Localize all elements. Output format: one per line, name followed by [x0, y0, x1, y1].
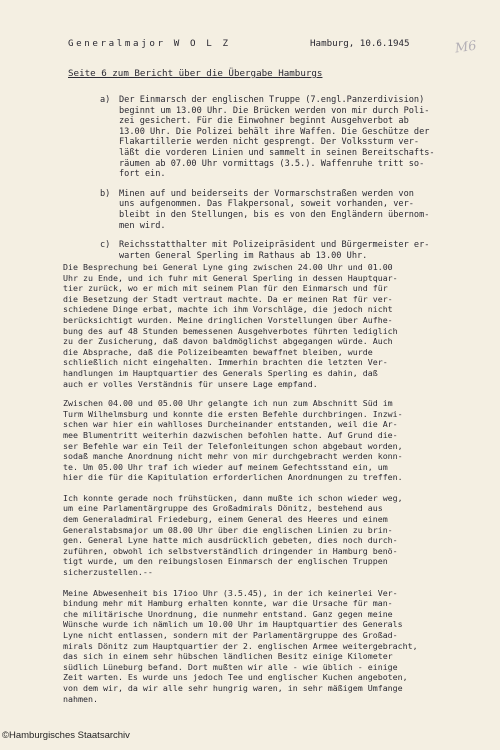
list-item-text: Reichsstatthalter mit Polizeipräsident und Bürgermeister er- warten General Sperling im Rathaus ab 13.00 Uhr. [119, 240, 430, 261]
list-item [100, 95, 500, 180]
list-item [100, 240, 500, 261]
paragraph: Zwischen 04.00 und 05.00 Uhr gelangte ich nun zum Abschnitt Süd im Turm Wilhelmsburg und konnte die ersten Befehle durchbringen. Inzwi- schen war hier ein wahlloses Durcheinander entstanden, weil die Ar- mee Blumentritt weiterhin dazwischen befohlen hatte. Auf Grund die- ser Befehle war ein Teil der Telefonleitungen schon abgebaut worden, sodaß manche Anordnung nicht mehr von mir durchgebracht werden konn- te. Um 05.00 Uhr traf ich wieder auf meinem Gefechtsstand ein, um hier die für die Kapitulation erforderlichen Anordnungen zu treffen. [63, 398, 403, 483]
list-marker: b) [100, 188, 111, 199]
numbered-list [100, 95, 500, 270]
handwritten-page-number: M6 [454, 38, 478, 57]
list-marker: a) [100, 95, 111, 105]
letter-header [68, 38, 500, 52]
paragraph: Meine Abwesenheit bis 17ioo Uhr (3.5.45), in der ich keinerlei Ver- bindung mehr mit Hamburg erhalten konnte, war die Ursache für man- che militärische Unordnung, die nunmehr entstand. Ganz gegen meine Wünsche wurde ich nämlich um 10.00 Uhr im Hauptquartier des Generals Lyne nicht entlassen, sondern mit der Parlamentärgruppe des Großad- mirals Dönitz zum Hauptquartier der 2. englischen Armee weitergebracht, das sich in einem sehr hübschen ländlichen Besitz einige Kilometer südlich Lüneburg befand. Dort mußten wir alle - wie üblich - einige Zeit warten. Es wurde uns jedoch Tee und englischer Kuchen angeboten, von dem wir, da wir alle sehr hungrig waren, in sehr mäßigem Umfange nahmen. [63, 587, 418, 704]
body-text [63, 262, 500, 713]
paragraph: Ich konnte gerade noch frühstücken, dann mußte ich schon wieder weg, um eine Parlamentärgruppe des Großadmirals Dönitz, bestehend aus dem Generaladmiral Friedeburg, einem General des Heeres und einem Generalstabsmajor um 08.00 Uhr über die englischen Linien zu brin- gen. General Lyne hatte mich ausdrücklich gebeten, dies noch durch- zuführen, obwohl ich selbstverständlich dringender in Hamburg benö- tigt wurde, um den reibungslosen Einmarsch der englischen Truppen sicherzustellen.-- [63, 492, 403, 578]
list-item-text: Minen auf und beiderseits der Vormarschstraßen werden von uns aufgenommen. Das Flakpersonal, soweit vorhanden, ver- bleibt in den Stellungen, bis es von den Engländern übernom- men wird. [119, 188, 430, 231]
copyright-notice: ©Hamburgisches Staatsarchiv [2, 730, 130, 741]
subject-line: Seite 6 zum Bericht über die Übergabe Hamburgs [68, 68, 323, 79]
paragraph: Die Besprechung bei General Lyne ging zwischen 24.00 Uhr und 01.00 Uhr zu Ende, und ich fuhr mit General Sperling in dessen Hauptquar- tier zurück, wo er mich mit seinem Plan für den Einmarsch und für die Besetzung der Stadt vertraut machte. Da er meinen Rat für ver- schiedene Dinge erbat, machte ich ihm Vorschläge, die jedoch nicht berücksichtigt wurden. Meine dringlichen Vorstellungen über Aufhe- bung des auf 48 Stunden bemessenen Ausgehverbotes führten lediglich zu der Zusicherung, daß davon baldmöglichst abgegangen würde. Auch die Absprache, daß die Polizeibeamten bewaffnet bleiben, wurde schließlich nicht eingehalten. Immerhin brachten die letzten Ver- handlungen im Hauptquartier des Generals Sperling es dahin, daß auch er volles Verständnis für unsere Lage empfand. [63, 262, 398, 389]
list-item [100, 189, 500, 231]
place-date: Hamburg, 10.6.1945 [310, 38, 410, 49]
list-item-text: Der Einmarsch der englischen Truppe (7.engl.Panzerdivision) beginnt um 13.00 Uhr. Die Brücken werden von mir durch Poli- zei gesichert. Für die Einwohner beginnt Ausgehverbot ab 13.00 Uhr. Die Polizei behält ihre Waffen. Die Geschütze der Flakartillerie werden nicht gesprengt. Der Volkssturm ver- läßt die vorderen Linien und sammelt in seinen Bereitschafts- räumen ab 07.00 Uhr vormittags (3.5.). Waffenruhe tritt so- fort ein. [119, 95, 435, 180]
author-line: Generalmajor W O L Z [68, 38, 231, 49]
list-marker: c) [100, 240, 111, 251]
